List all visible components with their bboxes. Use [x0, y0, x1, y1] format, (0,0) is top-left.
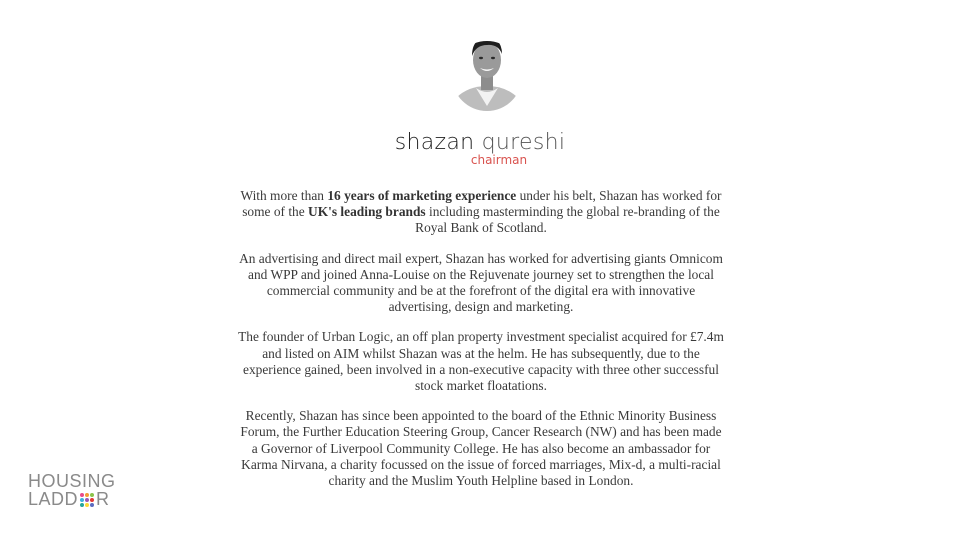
bio-paragraph-2: An advertising and direct mail expert, Shazan has worked for advertising giants Omnicom and WPP and joined Anna-Louise on the Rejuvenate journey set to strengthen the local commercial community and be at the forefront of the digital era with innovative advertising, design and marketing. [239, 250, 723, 315]
logo-line-1: HOUSING [28, 471, 116, 491]
logo-line-2: LADD R [28, 489, 110, 509]
logo-dot [85, 498, 89, 502]
bio-paragraph-3: The founder of Urban Logic, an off plan property investment specialist acquired for £7.4m and listed on AIM whilst Shazan was at the helm. He has subsequently, due to the experience gained, been involved in a non-executive capacity with three other successful stock market floatations. [238, 329, 724, 394]
logo-dot [90, 493, 94, 497]
logo-dot [85, 493, 89, 497]
bio-paragraph-4: Recently, Shazan has since been appointed to the board of the Ethnic Minority Business Forum, the Further Education Steering Group, Cancer Research (NW) and has been made a Governor of Liverpool Community College. He has also become an ambassador for Karma Nirvana, a charity focussed on the issue of forced marriages, Mix-d, a multi-racial charity and the Muslim Youth Helpline based in London. [240, 408, 722, 489]
logo-dot [90, 503, 94, 507]
bio-text [236, 188, 726, 503]
housing-ladder-logo [28, 472, 116, 508]
portrait-photo [452, 26, 522, 118]
name-block [0, 130, 960, 167]
logo-dot [80, 498, 84, 502]
logo-dots-icon [80, 493, 94, 507]
last-name: qureshi [481, 130, 566, 155]
logo-dot [80, 503, 84, 507]
logo-dot [80, 493, 84, 497]
bio-paragraph-1: With more than 16 years of marketing experience under his belt, Shazan has worked for some of the UK's leading brands including masterminding the global re-branding of the Royal Bank of Scotland. [240, 188, 722, 236]
logo-dot [90, 498, 94, 502]
first-name: shazan [394, 130, 475, 155]
person-role: chairman [470, 153, 528, 167]
logo-dot [85, 503, 89, 507]
